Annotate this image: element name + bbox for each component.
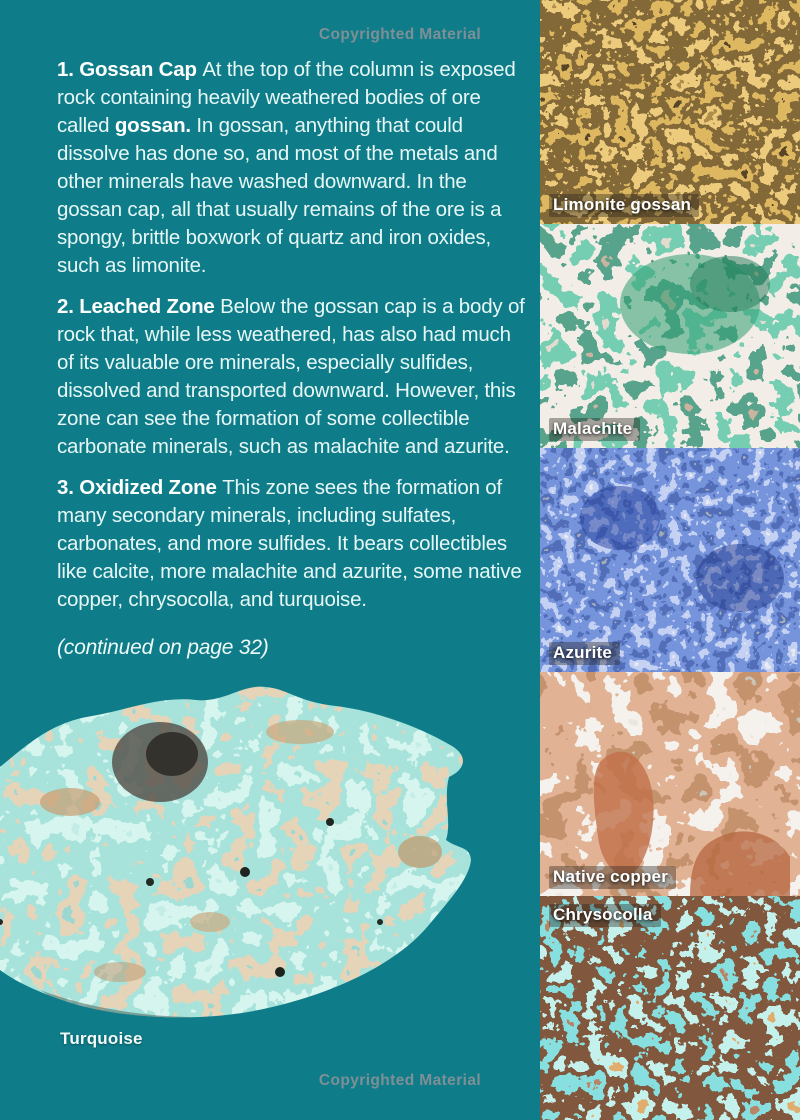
azurite-image (540, 448, 800, 672)
paragraph-body-text: Below the gossan cap is a body of rock that, while less weathered, has also had much of its valuable ore minerals, especially sulfides, dissolved and transported downward. However, this zone can see the formation of some collectible carbonate minerals, such as malachite and azurite. (57, 295, 525, 458)
photo-label-chrysocolla: Chrysocolla (549, 904, 661, 927)
paragraph-body-text: At the top of the column is exposed rock containing heavily weathered bodies of ore called (57, 58, 516, 137)
malachite-image (540, 224, 800, 448)
paragraph-leached-zone (57, 293, 529, 461)
article-text-column (57, 56, 529, 662)
continued-note: (continued on page 32) (57, 636, 269, 659)
native-copper-photo (540, 672, 800, 896)
inline-bold-gossan: gossan. (114, 114, 191, 137)
paragraph-lead-oxidized-zone: 3. Oxidized Zone (57, 476, 223, 499)
photo-label-limonite-gossan: Limonite gossan (549, 194, 699, 217)
malachite-photo (540, 224, 800, 448)
turquoise-photo (0, 672, 520, 1040)
azurite-photo (540, 448, 800, 672)
photo-label-malachite: Malachite (549, 418, 640, 441)
turquoise-rock-image (0, 672, 520, 1040)
limonite-gossan-photo (540, 0, 800, 224)
native-copper-image (540, 672, 800, 896)
paragraph-lead-leached-zone: 2. Leached Zone (57, 295, 221, 318)
copyright-notice-bottom: Copyrighted Material (318, 1072, 482, 1089)
paragraph-lead-gossan-cap: 1. Gossan Cap (57, 58, 203, 81)
paragraph-gossan-cap (57, 56, 529, 280)
photo-label-native-copper: Native copper (549, 866, 676, 889)
limonite-gossan-image (540, 0, 800, 224)
paragraph-oxidized-zone (57, 474, 529, 614)
photo-column (540, 0, 800, 1120)
photo-label-azurite: Azurite (549, 642, 620, 665)
copyright-notice-top: Copyrighted Material (318, 26, 482, 43)
paragraph-body-text: This zone sees the formation of many secondary minerals, including sulfates, carbonates, and more sulfides. It bears collectibles like calcite, more malachite and azurite, some native copper, chrysocolla, and turquoise. (57, 476, 522, 611)
paragraph-body-text: In gossan, anything that could dissolve has done so, and most of the metals and other minerals have washed downward. In the gossan cap, all that usually remains of the ore is a spongy, brittle boxwork of quartz and iron oxides, such as limonite. (57, 114, 502, 277)
photo-label-turquoise: Turquoise (60, 1029, 143, 1048)
